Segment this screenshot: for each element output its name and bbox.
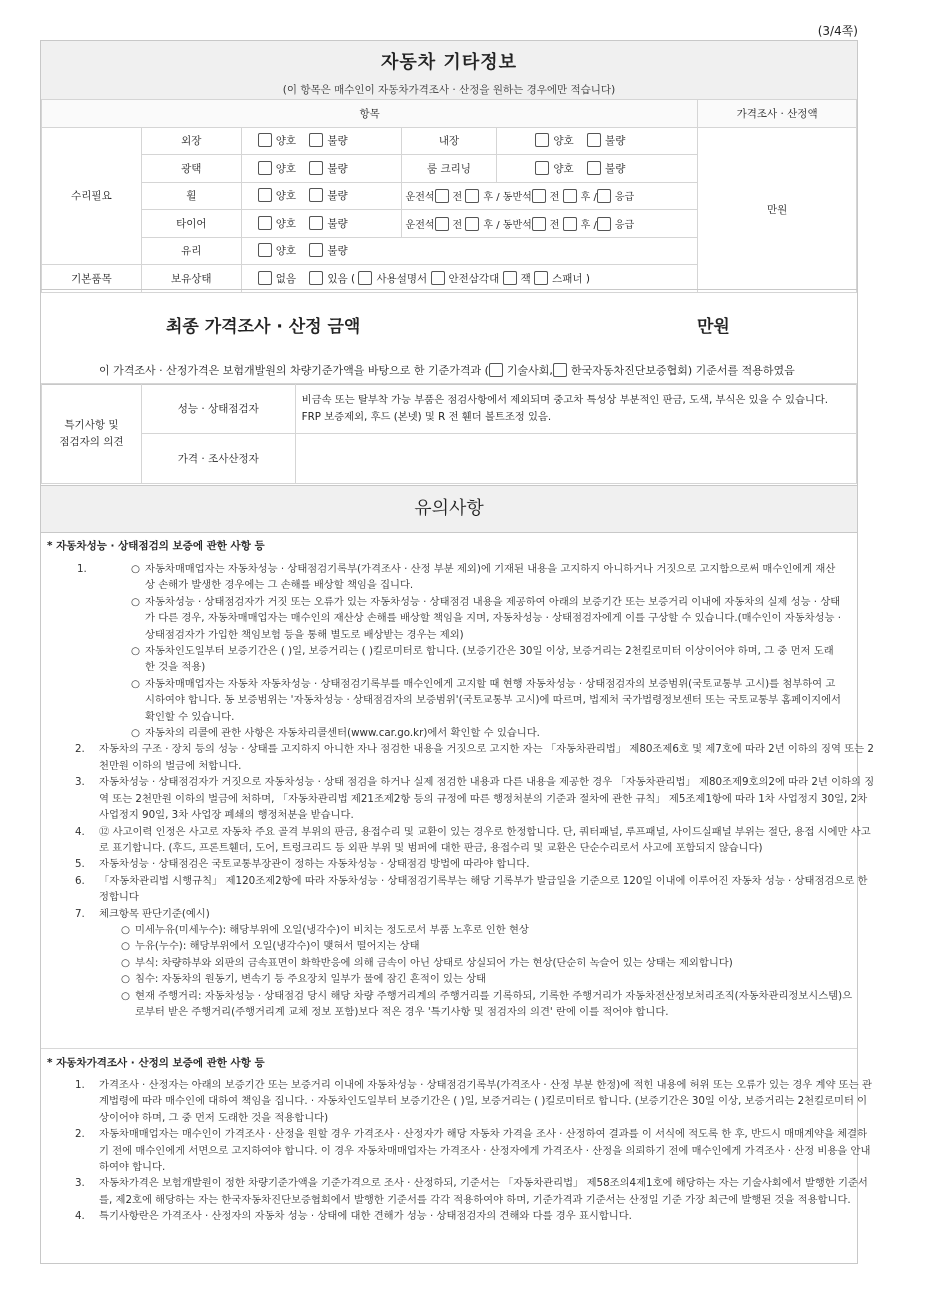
section1-title: * 자동차성능 · 상태점검의 보증에 관한 사항 등	[47, 540, 265, 552]
header-price: 가격조사 · 산정액	[698, 100, 857, 128]
jack-checkbox[interactable]	[503, 271, 517, 285]
exterior-bad-checkbox[interactable]	[309, 133, 323, 147]
gloss-good-checkbox[interactable]	[258, 161, 272, 175]
performance-inspector-label: 성능 · 상태점검자	[141, 384, 295, 434]
page-title: 자동차 기타정보	[381, 52, 517, 73]
opinion-group-label: 특기사항 및 점검자의 의견	[42, 384, 142, 484]
basic-group-label: 기본품목	[42, 265, 142, 293]
page-subtitle: (이 항목은 매수인이 자동차가격조사 · 산정을 원하는 경우에만 적습니다)	[282, 84, 616, 96]
list-subitem: ○ 침수: 자동차의 원동기, 변속기 등 주요장치 일부가 물에 잠긴 흔적이 있는 상태	[121, 973, 487, 986]
list-item: 1. ○ 자동차매매업자는 자동차성능 · 상태점검기록부(가격조사 · 산정 부분 제외)에 기재된 내용을 고지하지 아니하거나 거짓으로 고지함으로써 매수인에게 재산상 손해가 발생한 경우에는 그 손해를 배상할 책임을 집니다. ○ 자동차성능 · 상태점검자가 거짓 또는 오류가 있는 자동차성능 · 상태점검 내용을 제공하여 아래의 보증기간 또는 보증거리 이내에 자동차의 실제 성능 · 상태가 다른 경우, 자동차매매업자는 매수인의 재산상 손해를 배상할 책임을 지며, 자동차성능 · 상태점검자에게 이를 구상할 수 있습니다.(매수인이 자동차성능 · 상태점검자가 가입한 책임보험 등을 통해 별도로 배상받는 경우는 제외) ○ 자동차인도일부터 보증기간은 ( )일, 보증거리는 ( )킬로미터로 합니다. (보증기간은 30일 이상, 보증거리는 2천킬로미터 이상이어야 하며, 그 중 먼저 도래한 것을 적용) ○ 자동차매매업자는 자동차 자동차성능 · 상태점검기록부를 매수인에게 고지할 때 현행 자동차성능 · 상태점검자의 보증범위(국토교통부 고시)를 첨부하여 고시하여야 합니다. 동 보증범위는 '자동차성능 · 상태점검자의 보증범위'(국토교통부 고시)에 따르며, 법제처 국가법령정보센터 또는 국토교통부 홈페이지에서 확인할 수 있습니다. ○ 자동차의 리콜에 관한 사항은 자동차리콜센터(www.car.go.kr)에서 확인할 수 있습니다.	[77, 561, 851, 741]
tire-driver-rear-checkbox[interactable]	[465, 217, 479, 231]
final-price-section	[41, 289, 857, 385]
list-item: 4. ⑫ 사고이력 인정은 사고로 자동차 주요 골격 부위의 판금, 용접수리 및 교환이 있는 경우로 한정합니다. 단, 쿼터패널, 루프패널, 사이드실패널 부위는 절단, 용접 시에만 사고로 표기합니다. (후드, 프론트휀더, 도어, 트렁크리드 등 외판 부위 및 범퍼에 대한 판금, 용접수리 및 교환은 단순수리로서 사고에 포함되지 않습니다)	[75, 825, 871, 854]
glass-good-checkbox[interactable]	[258, 243, 272, 257]
row-label-gloss: 광택	[141, 155, 241, 183]
possession-have-checkbox[interactable]	[309, 271, 323, 285]
header-item: 항목	[42, 100, 698, 128]
list-item: 2. 자동차매매업자는 매수인이 가격조사 · 산정을 원할 경우 가격조사 · 산정자가 해당 자동차 가격을 조사 · 산정하여 결과를 이 서식에 적도록 한 후, 반드시 매매계약을 체결하기 전에 매수인에게 서면으로 고지하여야 합니다. 이 경우 자동차매매업자는 가격조사 · 산정자에게 가격조사 · 산정을 의뢰하기 전에 매수인에게 가격조사 · 산정 비용을 안내하여야 합니다.	[75, 1128, 871, 1174]
manual-checkbox[interactable]	[358, 271, 372, 285]
price-assessor-opinion[interactable]	[295, 434, 856, 484]
list-subitem: ○ 누유(누수): 해당부위에서 오일(냉각수)이 맺혀서 떨어지는 상태	[121, 940, 420, 953]
tire-bad-checkbox[interactable]	[309, 216, 323, 230]
final-price-note: 이 가격조사 · 산정가격은 보험개발원의 차량기준가액을 바탕으로 한 기준가격과 ( 기술사회, 한국자동차진단보증협회) 기준서를 적용하였음	[99, 364, 795, 377]
list-subitem: ○ 자동차매매업자는 자동차 자동차성능 · 상태점검기록부를 매수인에게 고지할 때 현행 자동차성능 · 상태점검자의 보증범위(국토교통부 고시)를 첨부하여 고시하여야 합니다. 동 보증범위는 '자동차성능 · 상태점검자의 보증범위'(국토교통부 고시)에 따르며, 법제처 국가법령정보센터 또는 국토교통부 홈페이지에서 확인할 수 있습니다.	[131, 677, 841, 723]
list-item: 7. 체크항목 판단기준(예시) ○ 미세누유(미세누수): 해당부위에 오일(냉각수)이 비치는 정도로서 부품 노후로 인한 현상 ○ 누유(누수): 해당부위에서 오일(냉각수)이 맺혀서 떨어지는 상태 ○ 부식: 차량하부와 외판의 금속표면이 화학반응에 의해 금속이 아닌 상태로 상실되어 가는 현상(단순히 녹슬어 있는 상태는 제외합니다) ○ 침수: 자동차의 원동기, 변속기 등 주요장치 일부가 물에 잠긴 흔적이 있는 상태 ○ 현재 주행거리: 자동차성능 · 상태점검 당시 해당 차량 주행거리계의 주행거리를 기록하되, 기록한 주행거리가 자동차전산정보처리조직(자동차관리정보시스템)으로부터 받은 주행거리(주행거리계 교체 정보 포함)보다 적은 경우 '특기사항 및 점검자의 의견' 란에 이를 적어야 합니다.	[75, 906, 875, 1021]
title-header	[41, 41, 857, 100]
possession-none-checkbox[interactable]	[258, 271, 272, 285]
section2-title: * 자동차가격조사 · 산정의 보증에 관한 사항 등	[47, 1057, 265, 1069]
list-subitem: ○ 현재 주행거리: 자동차성능 · 상태점검 당시 해당 차량 주행거리계의 주행거리를 기록하되, 기록한 주행거리가 자동차전산정보처리조직(자동차관리정보시스템)으로부터 받은 주행거리(주행거리계 교체 정보 포함)보다 적은 경우 '특기사항 및 점검자의 의견' 란에 이를 적어야 합니다.	[121, 989, 853, 1018]
performance-inspector-opinion[interactable]: 비금속 또는 탈부착 가능 부품은 점검사항에서 제외되며 중고차 특성상 부분적인 판금, 도색, 부식은 있을 수 있습니다. FRP 보증제외, 후드 (본넷) 및 R 전 휀더 볼트조정 있음.	[295, 384, 856, 434]
kadwa-checkbox[interactable]	[553, 363, 567, 377]
opinion-table	[41, 383, 857, 484]
spanner-checkbox[interactable]	[534, 271, 548, 285]
triangle-checkbox[interactable]	[431, 271, 445, 285]
tire-passenger-rear-checkbox[interactable]	[563, 217, 577, 231]
room-cleaning-good-checkbox[interactable]	[535, 161, 549, 175]
list-item: 3. 자동차가격은 보험개발원이 정한 차량기준가액을 기준가격으로 조사 · 산정하되, 기준서는 「자동차관리법」 제58조의4제1호에 해당하는 자는 기술사회에서 발행한 기준서를, 제2호에 해당하는 자는 한국자동차진단보증협회에서 발행한 기준서를 각각 적용하여야 하며, 기준가격과 기준서는 산정일 기준 가장 최근에 발행된 것을 적용합니다.	[75, 1177, 868, 1206]
list-item: 1. 가격조사 · 산정자는 아래의 보증기간 또는 보증거리 이내에 자동차성능 · 상태점검기록부(가격조사 · 산정 부분 한정)에 적힌 내용에 허위 또는 오류가 있는 경우 계약 또는 관계법령에 따라 매수인에 대하여 책임을 집니다. · 자동차인도일부터 보증기간은 ( )일, 보증거리는 ( )킬로미터로 합니다. (보증기간은 30일 이상, 보증거리는 2천킬로미터 이상이어야 하며, 그 중 먼저 도래한 것을 적용합니다)	[75, 1079, 872, 1124]
list-subitem: ○ 자동차의 리콜에 관한 사항은 자동차리콜센터(www.car.go.kr)에서 확인할 수 있습니다.	[131, 727, 540, 740]
section-divider	[41, 1048, 857, 1049]
row-label-exterior: 외장	[141, 127, 241, 155]
row-label-interior: 내장	[401, 127, 497, 155]
final-price-amount: 만원	[697, 317, 730, 337]
wheel-passenger-front-checkbox[interactable]	[532, 189, 546, 203]
wheel-driver-front-checkbox[interactable]	[435, 189, 449, 203]
glass-bad-checkbox[interactable]	[309, 243, 323, 257]
list-subitem: ○ 자동차성능 · 상태점검자가 거짓 또는 오류가 있는 자동차성능 · 상태점검 내용을 제공하여 아래의 보증기간 또는 보증거리 이내에 자동차의 실제 성능 · 상태가 다른 경우, 자동차매매업자는 매수인의 재산상 손해를 배상할 책임을 지며, 자동차성능 · 상태점검자에게 이를 구상할 수 있습니다.(매수인이 자동차성능 · 상태점검자가 가입한 책임보험 등을 통해 별도로 배상받는 경우는 제외)	[131, 595, 841, 641]
document-frame	[40, 40, 875, 1264]
list-item: 6. 「자동차관리법 시행규칙」 제120조제2항에 따라 자동차성능 · 상태점검기록부는 해당 기록부가 발급일을 기준으로 120일 이내에 이루어진 자동차 성능 · 상태점검으로 한정합니다	[75, 874, 868, 904]
list-item: 4. 특기사항란은 가격조사 · 산정자의 자동차 성능 · 상태에 대한 견해가 성능 · 상태점검자의 견해와 다를 경우 표시합니다.	[75, 1210, 632, 1223]
tire-passenger-front-checkbox[interactable]	[532, 217, 546, 231]
wheel-bad-checkbox[interactable]	[309, 188, 323, 202]
price-amount-cell: 만원	[698, 127, 857, 292]
page-number: (3/4쪽)	[817, 24, 858, 38]
row-label-room-cleaning: 룸 크리닝	[401, 155, 497, 183]
list-subitem: ○ 부식: 차량하부와 외판의 금속표면이 화학반응에 의해 금속이 아닌 상태로 상실되어 가는 현상(단순히 녹슬어 있는 상태는 제외합니다)	[121, 956, 733, 969]
wheel-passenger-rear-checkbox[interactable]	[563, 189, 577, 203]
interior-bad-checkbox[interactable]	[587, 133, 601, 147]
gloss-bad-checkbox[interactable]	[309, 161, 323, 175]
repair-group-label: 수리필요	[42, 127, 142, 265]
room-cleaning-bad-checkbox[interactable]	[587, 161, 601, 175]
wheel-driver-rear-checkbox[interactable]	[465, 189, 479, 203]
tire-good-checkbox[interactable]	[258, 216, 272, 230]
section1-body	[41, 561, 875, 1020]
interior-good-checkbox[interactable]	[535, 133, 549, 147]
row-label-tire: 타이어	[141, 210, 241, 238]
wheel-emergency-checkbox[interactable]	[597, 189, 611, 203]
condition-table: 항목 가격조사 · 산정액 수리필요 외장 양호 불량 내장 양호 불량 만원 광택 양호 불량 룸 크리닝 양호 불량 휠 양호 불량 운전석 전 후 / 동반석 전 후 / 응급 타이어 양호 불량 운전석 전 후 / 동반석 전 후 / 응급 유리 양호 불량 기본품목 보유상태 없음 있음 ( 사용설명서 안전삼각대 잭 스패너 )	[41, 99, 857, 293]
wheel-good-checkbox[interactable]	[258, 188, 272, 202]
final-price-label: 최종 가격조사 · 산정 금액	[166, 317, 361, 337]
list-subitem: ○ 자동차인도일부터 보증기간은 ( )일, 보증거리는 ( )킬로미터로 합니다. (보증기간은 30일 이상, 보증거리는 2천킬로미터 이상이어야 하며, 그 중 먼저 도래한 것을 적용)	[131, 645, 834, 674]
price-assessor-label: 가격 · 조사산정자	[141, 434, 295, 484]
tire-emergency-checkbox[interactable]	[597, 217, 611, 231]
row-label-wheel: 휠	[141, 182, 241, 210]
list-item: 5. 자동차성능 · 상태점검은 국토교통부장관이 정하는 자동차성능 · 상태점검 방법에 따라야 합니다.	[75, 858, 530, 871]
tire-driver-front-checkbox[interactable]	[435, 217, 449, 231]
list-subitem: ○ 미세누유(미세누수): 해당부위에 오일(냉각수)이 비치는 정도로서 부품 노후로 인한 현상	[121, 923, 529, 936]
list-item: 3. 자동차성능 · 상태점검자가 거짓으로 자동차성능 · 상태 점검을 하거나 실제 점검한 내용과 다른 내용을 제공한 경우 「자동차관리법」 제80조제9호의2에 따라 2년 이하의 징역 또는 2천만원 이하의 벌금에 처하며, 「자동차관리법 제21조제2항 등의 규정에 따른 행정처분의 기준과 절차에 관한 규칙」 제5조제1항에 따라 1차 사업정지 30일, 2차 사업정지 90일, 3차 사업장 폐쇄의 행정처분을 받습니다.	[75, 776, 875, 822]
exterior-good-checkbox[interactable]	[258, 133, 272, 147]
tech-society-checkbox[interactable]	[489, 363, 503, 377]
list-subitem: ○ 자동차매매업자는 자동차성능 · 상태점검기록부(가격조사 · 산정 부분 제외)에 기재된 내용을 고지하지 아니하거나 거짓으로 고지함으로써 매수인에게 재산상 손해가 발생한 경우에는 그 손해를 배상할 책임을 집니다.	[131, 563, 836, 592]
notes-title: 유의사항	[41, 485, 857, 533]
section2-body	[41, 1077, 872, 1225]
row-label-glass: 유리	[141, 237, 241, 265]
list-item: 2. 자동차의 구조 · 장치 등의 성능 · 상태를 고지하지 아니한 자나 점검한 내용을 거짓으로 고지한 자는 「자동차관리법」 제80조제6호 및 제7호에 따라 2년 이하의 징역 또는 2천만원 이하의 벌금에 처합니다.	[75, 743, 874, 772]
row-label-possession: 보유상태	[141, 265, 241, 293]
